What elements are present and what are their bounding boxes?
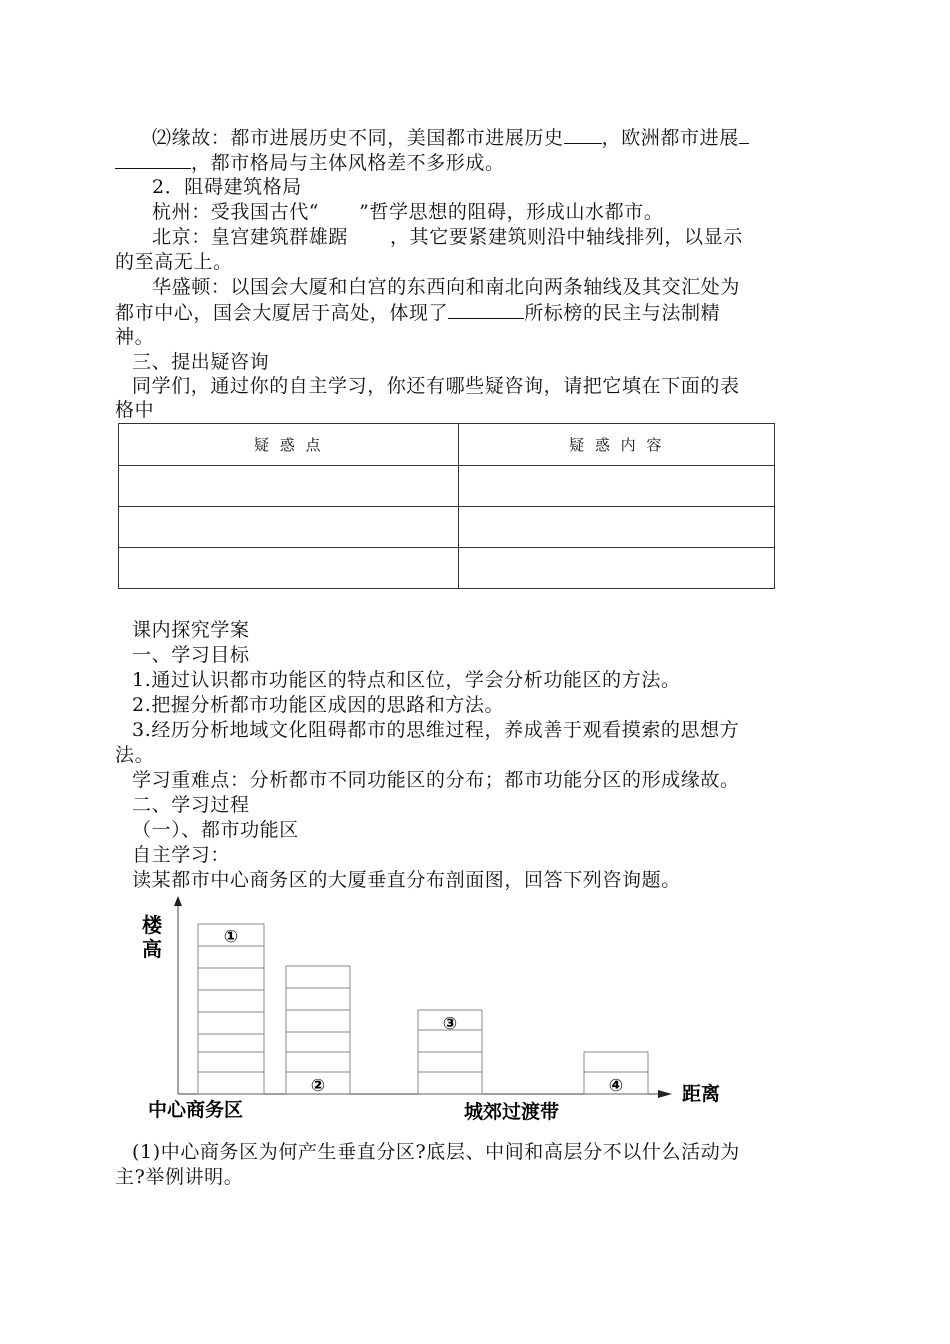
blank-country[interactable] — [448, 300, 524, 319]
reason-line-1 — [152, 125, 749, 150]
section3-heading: 三、提出疑咨询 — [132, 351, 270, 373]
building-profile-figure — [130, 890, 750, 1130]
beijing-text-b: ，其它要紧建筑则沿中轴线排列，以显示 — [390, 226, 743, 248]
goal-2: 2.把握分析都市功能区成因的思路和方法。 — [132, 694, 505, 716]
question-1-line-2: 主?举例讲明。 — [115, 1166, 244, 1188]
heading-architecture: 2．阻碍建筑格局 — [152, 176, 302, 198]
suburban-transition-label: 城郊过渡带 — [464, 1101, 560, 1123]
blank-europe-history-start[interactable] — [739, 125, 749, 144]
washington-line-1: 华盛顿：以国会大厦和白宫的东西向和南北向两条轴线及其交汇处为 — [152, 276, 741, 298]
goal-3-line-1: 3.经历分析地域文化阻碍都市的思维过程，养成善于观看摸索的思想方 — [132, 719, 740, 741]
y-axis-arrow-icon — [174, 896, 182, 906]
cbd-label: 中心商务区 — [148, 1099, 244, 1121]
sub-heading: （一）、都市功能区 — [132, 819, 299, 841]
section3-intro-line-1: 同学们，通过你的自主学习，你还有哪些疑咨询，请把它填在下面的表 — [132, 375, 740, 397]
question-1-line-1: (1)中心商务区为何产生垂直分区?底层、中间和高层分不以什么活动为 — [132, 1141, 740, 1163]
reason-text-c: ，都市格局与主体风格差不多形成。 — [191, 152, 505, 174]
washington-line-2 — [115, 300, 720, 325]
table-cell[interactable] — [119, 466, 459, 507]
goal-3-line-2: 法。 — [115, 744, 155, 766]
building-1 — [198, 924, 264, 1094]
marker-1: ① — [223, 927, 239, 947]
table-cell[interactable] — [119, 548, 459, 589]
beijing-line-2: 的至高无上。 — [115, 251, 233, 273]
process-heading: 二、学习过程 — [132, 794, 250, 816]
table-cell[interactable] — [459, 548, 775, 589]
beijing-line-1 — [152, 225, 743, 249]
washington-text-b: 所标榜的民主与法制精 — [524, 302, 721, 324]
self-study: 自主学习： — [132, 844, 231, 866]
washington-line-3: 神。 — [115, 326, 155, 348]
marker-2: ② — [310, 1076, 326, 1096]
building-2 — [286, 966, 350, 1094]
section3-intro-line-2: 格中 — [115, 399, 155, 421]
header-doubt-point: 疑 惑 点 — [119, 424, 459, 466]
table-cell[interactable] — [459, 466, 775, 507]
blank-europe-history[interactable] — [115, 150, 191, 169]
y-label-char-2: 高 — [142, 937, 162, 961]
blank-usa-history[interactable] — [564, 125, 602, 144]
washington-text-a: 都市中心，国会大厦居于高处，体现了 — [115, 302, 449, 324]
reason-line-2 — [115, 150, 505, 175]
goals-heading: 一、学习目标 — [132, 644, 250, 666]
table-header-row — [119, 424, 775, 466]
beijing-text-a: 北京：皇宫建筑群雄踞 — [152, 226, 349, 248]
x-axis-arrow-icon — [658, 1090, 672, 1098]
marker-4: ④ — [608, 1076, 624, 1096]
reason-text-a: ⑵缘故：都市进展历史不同，美国都市进展历史 — [152, 127, 564, 149]
goal-1: 1.通过认识都市功能区的特点和区位，学会分析功能区的方法。 — [132, 669, 681, 691]
table-row — [119, 507, 775, 548]
table-cell[interactable] — [459, 507, 775, 548]
marker-3: ③ — [442, 1014, 458, 1034]
table-row — [119, 548, 775, 589]
hangzhou-line — [152, 200, 663, 224]
table-row — [119, 466, 775, 507]
hangzhou-text-b: ”哲学思想的阻碍，形成山水都市。 — [359, 201, 664, 223]
reason-text-b: ，欧洲都市进展 — [601, 127, 739, 149]
table-cell[interactable] — [119, 507, 459, 548]
y-label-char-1: 楼 — [142, 913, 162, 937]
doubt-table — [118, 423, 775, 589]
figure-instruction: 读某都市中心商务区的大厦垂直分布剖面图，回答下列咨询题。 — [132, 869, 681, 891]
hangzhou-text-a: 杭州：受我国古代“ — [152, 201, 320, 223]
inclass-title: 课内探究学案 — [132, 619, 250, 641]
key-points: 学习重难点：分析都市不同功能区的分布；都市功能分区的形成缘故。 — [132, 769, 740, 791]
header-doubt-content: 疑 惑 内 容 — [459, 424, 775, 466]
x-axis-label: 距离 — [682, 1083, 721, 1105]
